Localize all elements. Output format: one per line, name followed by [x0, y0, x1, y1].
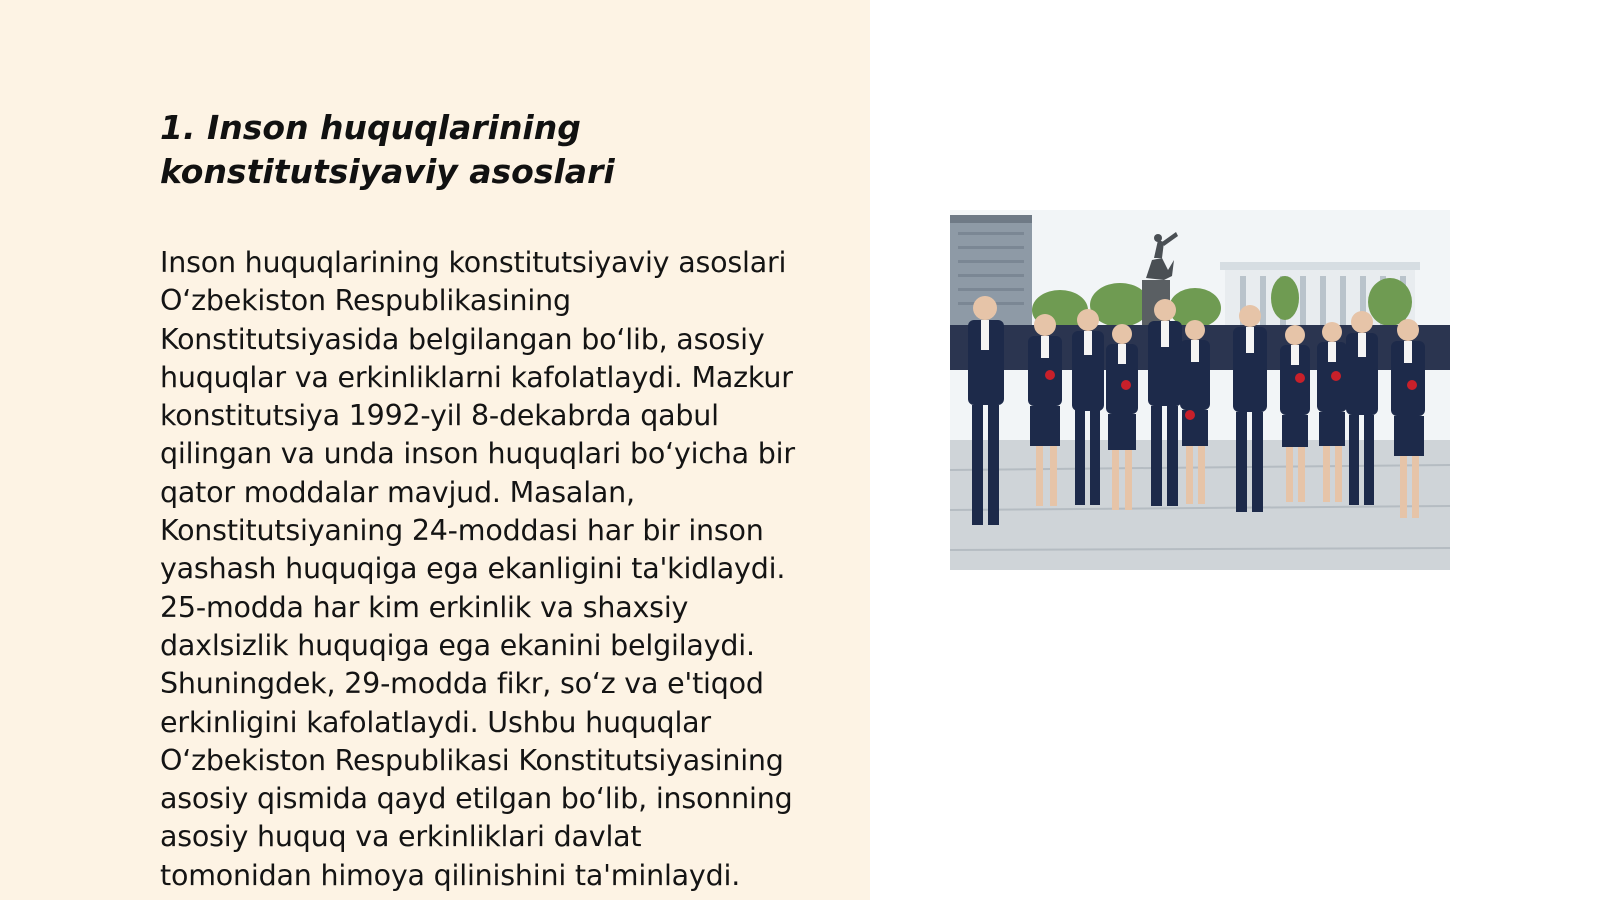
- body-line: 25-modda har kim erkinlik va shaxsiy: [160, 590, 689, 624]
- body-line: asosiy qismida qayd etilgan bo‘lib, insonning: [160, 782, 793, 816]
- group-photo-icon: [950, 210, 1450, 570]
- body-line: Konstitutsiyaning 24-moddasi har bir inson: [160, 514, 764, 548]
- body-line: Konstitutsiyasida belgilangan bo‘lib, asosiy: [160, 322, 765, 356]
- body-line: konstitutsiya 1992-yil 8-dekabrda qabul: [160, 399, 719, 433]
- body-line: tomonidan himoya qilinishini ta'minlaydi.: [160, 858, 741, 892]
- body-line: yashash huquqiga ega ekanligini ta'kidlaydi.: [160, 552, 786, 586]
- body-line: asosiy huquq va erkinliklari davlat: [160, 820, 642, 854]
- body-line: Inson huquqlarining konstitutsiyaviy asoslari: [160, 246, 787, 279]
- group-photo: [950, 210, 1450, 570]
- body-line: erkinligini kafolatlaydi. Ushbu huquqlar: [160, 705, 711, 739]
- body-line: O‘zbekiston Respublikasining: [160, 284, 571, 318]
- body-line: O‘zbekiston Respublikasi Konstitutsiyasining: [160, 743, 784, 777]
- body-paragraph: [160, 244, 850, 895]
- body-line: huquqlar va erkinliklarni kafolatlaydi. Mazkur: [160, 360, 793, 394]
- slide-title: [160, 106, 840, 194]
- slide-title-line-2: konstitutsiyaviy asoslari: [160, 152, 615, 191]
- body-line: Shuningdek, 29-modda fikr, so‘z va e'tiqod: [160, 667, 764, 701]
- body-line: qator moddalar mavjud. Masalan,: [160, 475, 635, 509]
- body-line: daxlsizlik huquqiga ega ekanini belgilaydi.: [160, 628, 755, 662]
- body-line: qilingan va unda inson huquqlari bo‘yicha bir: [160, 437, 795, 471]
- slide-title-line-1: 1. Inson huquqlarining: [160, 108, 581, 147]
